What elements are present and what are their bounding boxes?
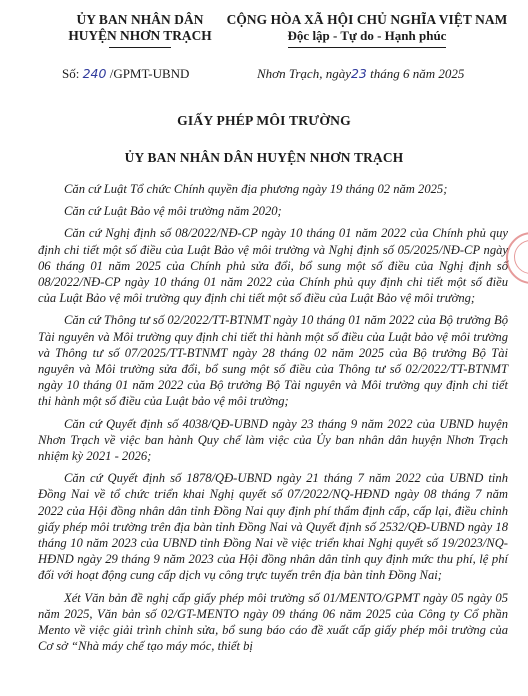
issuer-underline (109, 47, 171, 48)
handwritten-day: 23 (350, 66, 367, 81)
issuer-name-line2: HUYỆN NHƠN TRẠCH (68, 28, 212, 43)
legal-basis-section (38, 181, 508, 660)
date-month-year: tháng 6 năm 2025 (366, 66, 465, 81)
document-number (62, 66, 189, 82)
date-location-prefix: Nhơn Trạch, ngày (257, 66, 351, 81)
document-number-suffix: /GPMT-UBND (106, 66, 190, 81)
country-name: CỘNG HÒA XÃ HỘI CHỦ NGHĨA VIỆT NAM (226, 12, 508, 27)
handwritten-document-number: 240 (82, 66, 107, 81)
issuer-header (40, 12, 240, 48)
red-seal-stamp (506, 232, 528, 284)
document-number-prefix: Số: (62, 66, 83, 81)
document-date (257, 66, 464, 82)
document-title: GIẤY PHÉP MÔI TRƯỜNG (177, 113, 351, 128)
national-motto: Độc lập - Tự do - Hạnh phúc (287, 28, 447, 43)
issuer-name-line1: ỦY BAN NHÂN DÂN (76, 12, 204, 27)
issuing-authority: ỦY BAN NHÂN DÂN HUYỆN NHƠN TRẠCH (124, 150, 404, 165)
seal-inner-ring (514, 240, 528, 274)
legal-basis-paragraph: Căn cứ Thông tư số 02/2022/TT-BTNMT ngày 10 tháng 01 năm 2022 của Bộ trưởng Bộ Tài nguyên và Môi trường quy định chi tiết thi hành một số điều của Luật bảo vệ môi trường và Thông tư số 07/2025/TT-BTNMT ngày 28 tháng 02 năm 2025 của Bộ trưởng Bộ Tài nguyên và Môi trường sửa đổi, bổ sung một số điều của Thông tư số 02/2022/TT-BTNMT ngày 10 tháng 01 năm 2022 của Bộ trưởng Bộ Tài nguyên và Môi trường quy định chi tiết thi hành một số điều của Luật bảo vệ môi trường; (38, 313, 508, 409)
legal-basis-paragraph: Căn cứ Luật Tổ chức Chính quyền địa phương ngày 19 tháng 02 năm 2025; (64, 182, 448, 196)
national-motto-header (218, 12, 516, 48)
legal-basis-paragraph: Căn cứ Luật Bảo vệ môi trường năm 2020; (64, 204, 282, 219)
motto-underline (288, 47, 446, 48)
legal-basis-paragraph: Căn cứ Nghị định số 08/2022/NĐ-CP ngày 10 tháng 01 năm 2022 của Chính phủ quy định chi tiết một số điều của Luật Bảo vệ môi trường và Nghị định số 05/2025/NĐ-CP ngày 06 tháng 01 năm 2025 của Chính phủ sửa đổi, bổ sung một số điều của Nghị định số 08/2022/NĐ-CP ngày 10 tháng 01 năm 2022 của Chính phủ quy định chi tiết một số điều của Luật Bảo vệ môi trường quy định chi tiết một số điều của Luật Bảo vệ môi trường; (38, 226, 508, 306)
consideration-paragraph: Xét Văn bản đề nghị cấp giấy phép môi trường số 01/MENTO/GPMT ngày 05 ngày 05 năm 2025, Văn bản số 02/GT-MENTO ngày 09 tháng 06 năm 2025 của Công ty Cổ phần Mento về việc giải trình chỉnh sửa, bổ sung báo cáo đề xuất cấp giấy phép môi trường của Cơ sở “Nhà máy chế tạo máy móc, thiết bị (38, 590, 508, 654)
legal-basis-paragraph: Căn cứ Quyết định số 1878/QĐ-UBND ngày 21 tháng 7 năm 2022 của UBND tỉnh Đồng Nai về tổ chức triển khai Nghị quyết số 07/2022/NQ-HĐND ngày 08 tháng 7 năm 2022 của Hội đồng nhân dân tỉnh Đồng Nai quy định phí thẩm định cấp, cấp lại, điều chỉnh giấy phép môi trường trên địa bàn tỉnh Đồng Nai và Quyết định số 2532/QĐ-UBND ngày 18 tháng 10 năm 2023 của UBND tỉnh Đồng Nai về việc triển khai Nghị quyết số 19/2023/NQ-HĐND ngày 29 tháng 9 năm 2023 của Hội đồng nhân dân tỉnh quy định mức thu phí, lệ phí đối với hoạt động cung cấp dịch vụ công trực tuyến trên địa bàn tỉnh Đồng Nai; (38, 471, 508, 583)
legal-basis-paragraph: Căn cứ Quyết định số 4038/QĐ-UBND ngày 23 tháng 9 năm 2022 của UBND huyện Nhơn Trạch về việc ban hành Quy chế làm việc của Ủy ban nhân dân huyện Nhơn Trạch nhiệm kỳ 2021 - 2026; (38, 416, 508, 464)
